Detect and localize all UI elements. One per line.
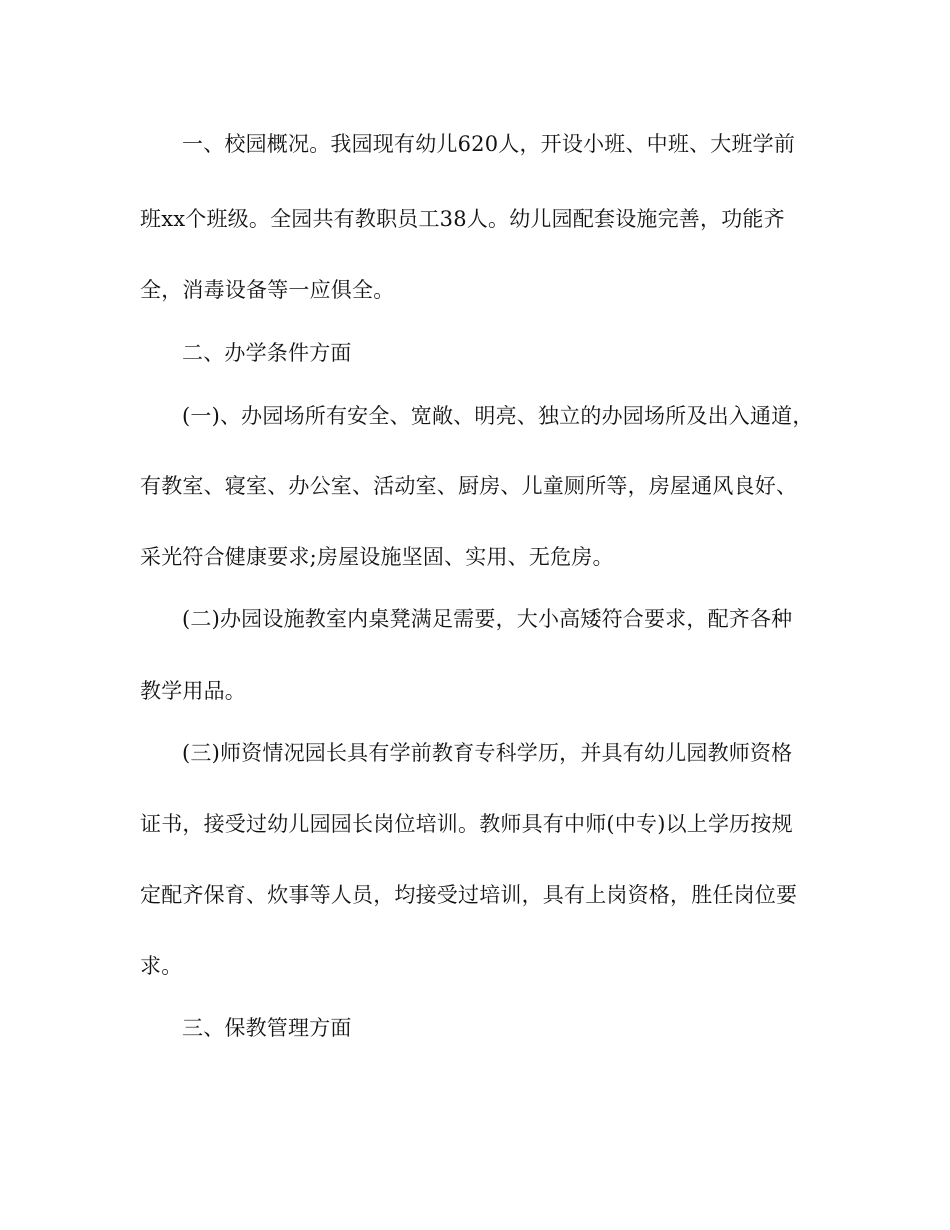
text-line: (二)办园设施教室内桌凳满足需要，大小高矮符合要求，配齐各种 [182,607,793,631]
text-line: 一、校园概况。我园现有幼儿620人，开设小班、中班、大班学前 [182,132,796,156]
text-line: 教学用品。 [140,679,246,703]
text-line: 班xx个班级。全园共有教职员工38人。幼儿园配套设施完善，功能齐 [140,207,785,231]
text-line: (一)、办园场所有安全、宽敞、明亮、独立的办园场所及出入通道， [182,404,814,428]
text-line: 求。 [140,954,183,978]
text-line: (三)师资情况园长具有学前教育专科学历，并具有幼儿园教师资格 [182,741,793,765]
text-line: 采光符合健康要求;房屋设施坚固、实用、无危房。 [140,545,614,569]
text-line: 全，消毒设备等一应俱全。 [140,278,395,302]
section-heading: 三、保教管理方面 [182,1016,352,1040]
text-line: 证书，接受过幼儿园园长岗位培训。教师具有中师(中专)以上学历按规 [140,812,793,836]
section-heading: 二、办学条件方面 [182,341,352,365]
text-line: 有教室、寝室、办公室、活动室、厨房、儿童厕所等，房屋通风良好、 [140,474,798,498]
text-line: 定配齐保育、炊事等人员，均接受过培训，具有上岗资格，胜任岗位要 [140,883,798,907]
